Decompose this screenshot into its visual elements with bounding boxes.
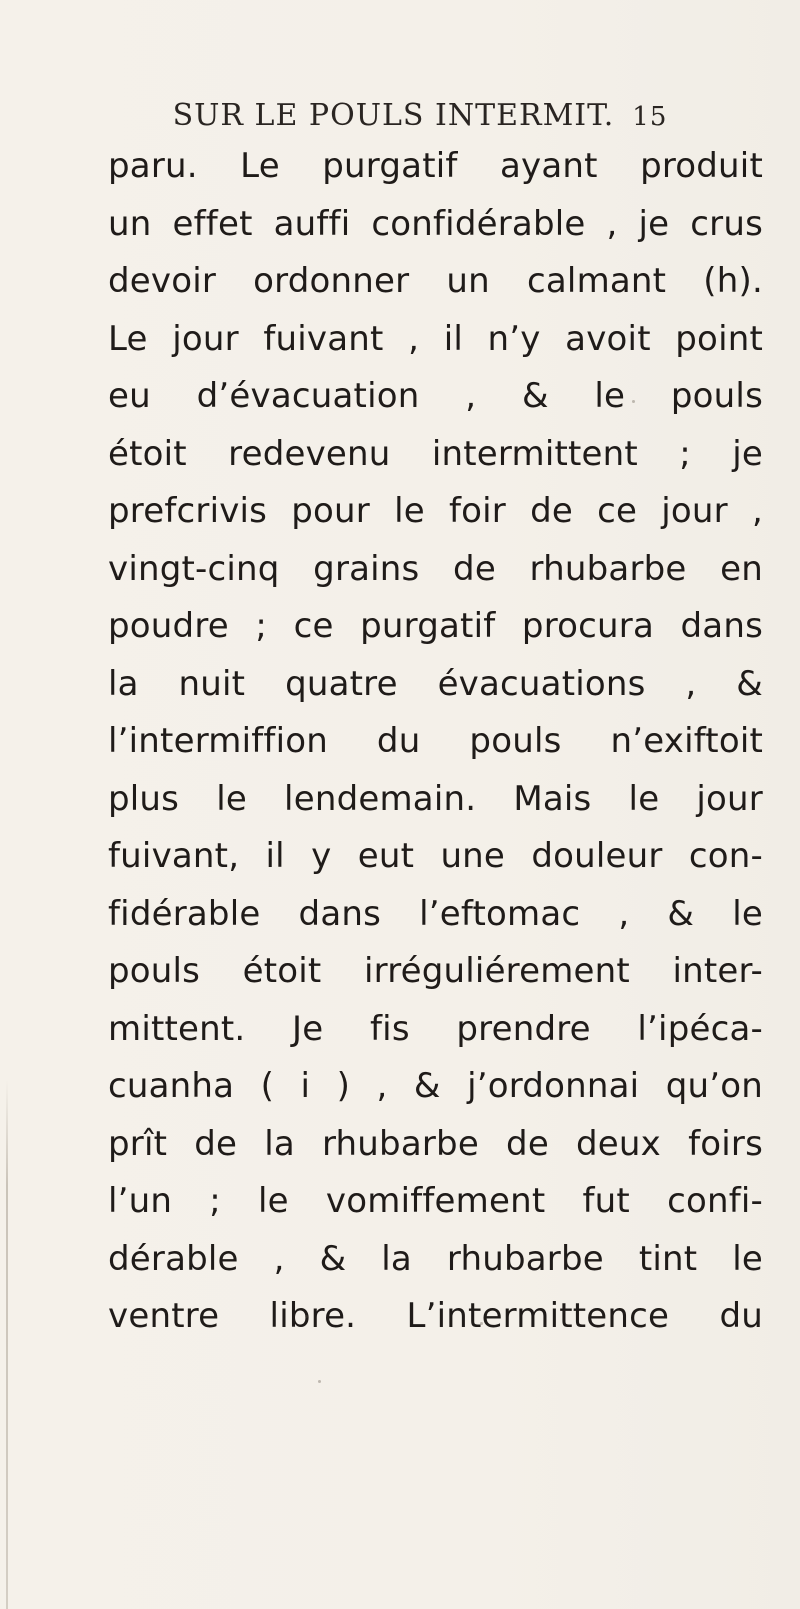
paper-speck [632, 400, 635, 403]
text-line: paru. Le purgatif ayant produit [108, 146, 763, 186]
text-line: prît de la rhubarbe de deux foirs [108, 1123, 763, 1164]
paper-speck [305, 1315, 308, 1318]
running-head [0, 98, 800, 133]
paper-speck [480, 1322, 483, 1325]
text-line: un effet auffi confidérable , je crus [108, 203, 763, 244]
text-line: eu d’évacuation , & le pouls [108, 376, 763, 416]
text-line: la nuit quatre évacuations , & [108, 663, 763, 704]
text-line: fuivant, il y eut une douleur con- [108, 836, 763, 876]
text-line: cuanha ( i ) , & j’ordonnai qu’on [108, 1066, 763, 1106]
text-line: ventre libre. L’intermittence du [108, 1296, 763, 1336]
text-line: mittent. Je fis prendre l’ipéca- [108, 1008, 763, 1049]
text-line: l’intermiffion du pouls n’exiftoit [108, 721, 763, 761]
text-line: vingt-cinq grains de rhubarbe en [108, 548, 763, 589]
text-line: prefcrivis pour le foir de ce jour , [108, 491, 763, 531]
paper-speck [318, 1380, 321, 1383]
text-line: devoir ordonner un calmant (h). [108, 261, 763, 301]
text-line: dérable , & la rhubarbe tint le [108, 1238, 763, 1279]
body-text [108, 138, 763, 1346]
text-line: poudre ; ce purgatif procura dans [108, 606, 763, 646]
page-edge-shadow [6, 1080, 8, 1609]
running-head-title: SUR LE POULS INTERMIT. [172, 98, 615, 133]
text-line: l’un ; le vomiffement fut confi- [108, 1181, 763, 1221]
page-number: 15 [632, 102, 668, 132]
text-line: étoit redevenu intermittent ; je [108, 433, 763, 474]
text-line: plus le lendemain. Mais le jour [108, 778, 763, 819]
text-line: Le jour fuivant , il n’y avoit point [108, 318, 763, 359]
text-line: fidérable dans l’eftomac , & le [108, 893, 763, 934]
text-line: pouls étoit irréguliérement inter- [108, 951, 763, 991]
